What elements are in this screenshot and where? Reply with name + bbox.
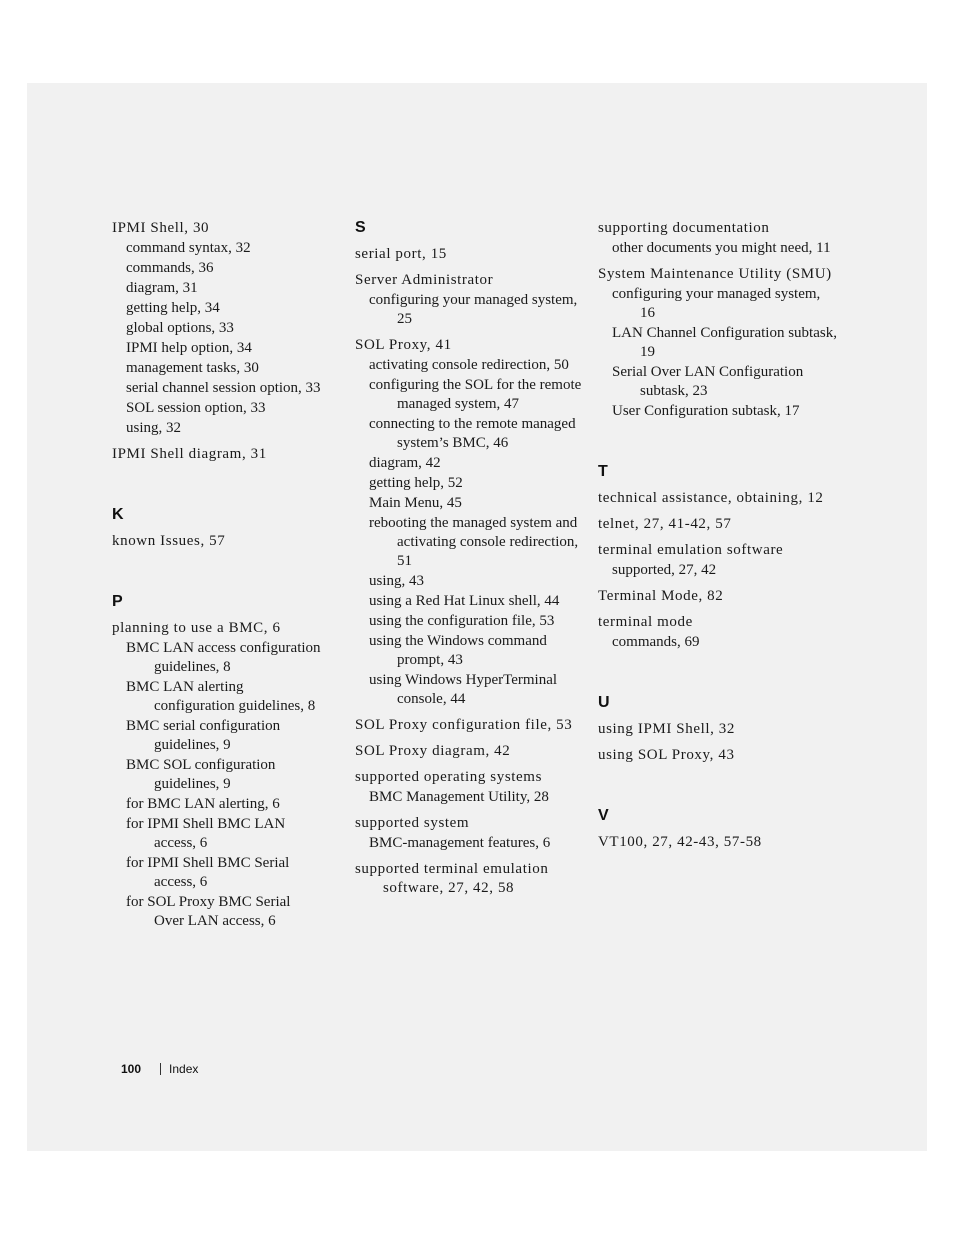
index-subentry: getting help, 34 [126,300,220,316]
index-subentry: command syntax, 32 [126,240,251,256]
index-subentry: connecting to the remote managed system’s BMC, 46 [369,416,576,451]
index-subentry: serial channel session option, 33 [126,380,321,396]
section-gap [598,765,838,807]
index-column-1 [112,219,322,931]
index-entry: VT100, 27, 42-43, 57-58 [598,834,762,850]
index-subentry: other documents you might need, 11 [612,240,831,256]
index-entry: SOL Proxy configuration file, 53 [355,717,573,733]
index-entry: Terminal Mode, 82 [598,588,724,604]
footer-divider [160,1063,161,1075]
index-subentry: BMC SOL configuration guidelines, 9 [126,757,276,792]
index-subentry: diagram, 31 [126,280,198,296]
index-subentry: using, 32 [126,420,182,436]
index-subentry: commands, 69 [612,634,700,650]
index-letter-heading: U [598,694,610,711]
index-entry: known Issues, 57 [112,533,226,549]
index-entry: terminal mode [598,614,693,630]
index-entry: supporting documentation [598,220,770,236]
index-subentry: using, 43 [369,573,425,589]
index-entry: IPMI Shell, 30 [112,220,210,236]
index-letter-heading: K [112,506,124,523]
index-subentry: using Windows HyperTerminal console, 44 [369,672,558,707]
section-gap [112,464,322,506]
index-letter-heading: V [598,807,609,824]
index-entry: telnet, 27, 41-42, 57 [598,516,732,532]
index-subentry: LAN Channel Configuration subtask, 19 [612,325,837,360]
section-gap [598,652,838,694]
index-entry: planning to use a BMC, 6 [112,620,281,636]
index-entry: supported terminal emulation software, 27, 42, 58 [355,861,549,896]
index-subentry: management tasks, 30 [126,360,259,376]
section-gap [112,551,322,593]
index-subentry: for IPMI Shell BMC LAN access, 6 [126,816,286,851]
index-subentry: IPMI help option, 34 [126,340,252,356]
index-subentry: BMC Management Utility, 28 [369,789,549,805]
index-subentry: using the Windows command prompt, 43 [369,633,547,668]
index-subentry: global options, 33 [126,320,234,336]
index-subentry: diagram, 42 [369,455,441,471]
index-subentry: commands, 36 [126,260,214,276]
index-subentry: Main Menu, 45 [369,495,462,511]
section-gap [598,421,838,463]
index-letter-heading: T [598,463,608,480]
index-entry: serial port, 15 [355,246,447,262]
index-subentry: Serial Over LAN Configuration subtask, 23 [612,364,804,399]
index-subentry: configuring the SOL for the remote managed system, 47 [369,377,582,412]
index-subentry: using a Red Hat Linux shell, 44 [369,593,560,609]
index-subentry: rebooting the managed system and activating console redirection, 51 [369,515,579,569]
index-subentry: User Configuration subtask, 17 [612,403,800,419]
index-subentry: for BMC LAN alerting, 6 [126,796,280,812]
page-footer [121,1062,198,1076]
index-entry: supported system [355,815,470,831]
page-number: 100 [121,1062,142,1076]
index-entry: IPMI Shell diagram, 31 [112,446,267,462]
index-letter-heading: P [112,593,123,610]
index-entry: Server Administrator [355,272,494,288]
index-entry: System Maintenance Utility (SMU) [598,266,832,282]
index-subentry: BMC LAN alerting configuration guidelines, 8 [126,679,316,714]
index-column-2 [355,219,585,898]
index-subentry: BMC LAN access configuration guidelines, 8 [126,640,321,675]
index-subentry: supported, 27, 42 [612,562,717,578]
index-subentry: configuring your managed system, 25 [369,292,578,327]
index-subentry: SOL session option, 33 [126,400,266,416]
index-entry: using IPMI Shell, 32 [598,721,736,737]
index-subentry: activating console redirection, 50 [369,357,569,373]
index-entry: terminal emulation software [598,542,784,558]
index-entry: technical assistance, obtaining, 12 [598,490,824,506]
index-subentry: getting help, 52 [369,475,463,491]
index-subentry: using the configuration file, 53 [369,613,555,629]
index-subentry: BMC serial configuration guidelines, 9 [126,718,281,753]
index-entry: supported operating systems [355,769,543,785]
index-subentry: for IPMI Shell BMC Serial access, 6 [126,855,290,890]
index-letter-heading: S [355,219,366,236]
index-subentry: BMC-management features, 6 [369,835,551,851]
index-entry: SOL Proxy diagram, 42 [355,743,511,759]
index-subentry: configuring your managed system, 16 [612,286,821,321]
index-subentry: for SOL Proxy BMC Serial Over LAN access, 6 [126,894,291,929]
index-column-3 [598,219,838,852]
index-entry: SOL Proxy, 41 [355,337,452,353]
index-entry: using SOL Proxy, 43 [598,747,735,763]
footer-section-label: Index [169,1062,199,1076]
